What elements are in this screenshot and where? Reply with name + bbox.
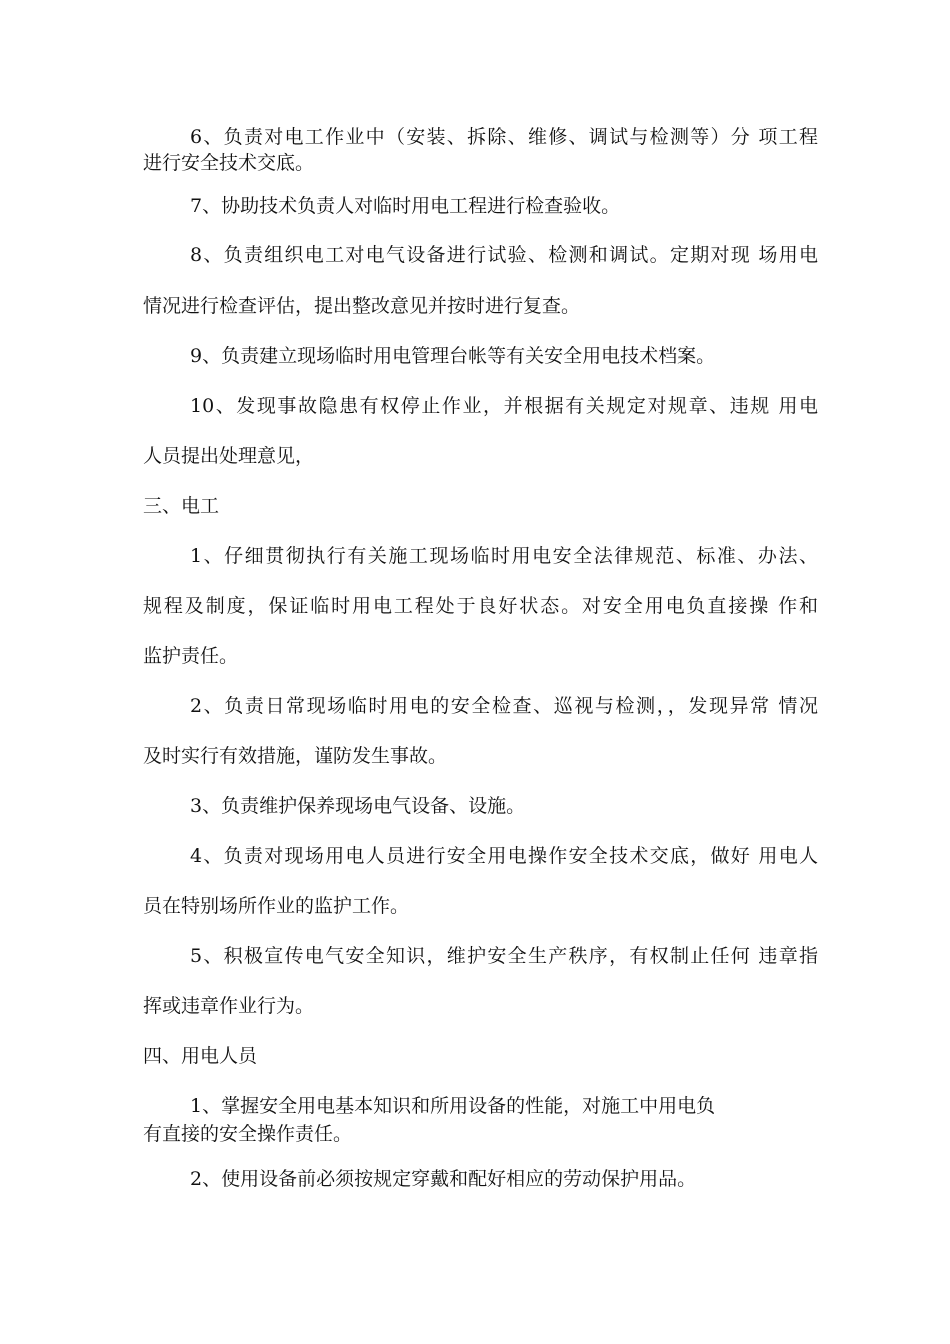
section-heading: 三、电工 (143, 495, 220, 517)
paragraph-line: 4、负责对现场用电人员进行安全用电操作安全技术交底，做好 用电人 (190, 845, 818, 867)
paragraph-line: 5、积极宣传电气安全知识，维护安全生产秩序，有权制止任何 违章指 (190, 945, 818, 967)
paragraph-line: 1、掌握安全用电基本知识和所用设备的性能，对施工中用电负 (190, 1095, 716, 1117)
paragraph-line: 进行安全技术交底。 (143, 152, 315, 174)
paragraph-line: 有直接的安全操作责任。 (143, 1123, 353, 1145)
paragraph-line: 7、协助技术负责人对临时用电工程进行检查验收。 (190, 195, 621, 217)
paragraph-line: 2、负责日常现场临时用电的安全检查、巡视与检测，，发现异常 情况 (190, 695, 818, 717)
paragraph-line: 1、仔细贯彻执行有关施工现场临时用电安全法律规范、标准、办法、 (190, 545, 818, 567)
paragraph-line: 员在特别场所作业的监护工作。 (143, 895, 410, 917)
paragraph-line: 情况进行检查评估，提出整改意见并按时进行复查。 (143, 295, 581, 317)
paragraph-line: 9、负责建立现场临时用电管理台帐等有关安全用电技术档案。 (190, 345, 716, 367)
section-heading: 四、用电人员 (143, 1045, 258, 1067)
paragraph-line: 6、负责对电工作业中（安装、拆除、维修、调试与检测等）分 项工程 (190, 126, 818, 148)
paragraph-line: 规程及制度，保证临时用电工程处于良好状态。对安全用电负直接操 作和 (143, 595, 818, 617)
paragraph-line: 8、负责组织电工对电气设备进行试验、检测和调试。定期对现 场用电 (190, 244, 818, 266)
paragraph-line: 人员提出处理意见， (143, 445, 315, 467)
paragraph-line: 监护责任。 (143, 645, 239, 667)
paragraph-line: 10、发现事故隐患有权停止作业，并根据有关规定对规章、违规 用电 (190, 395, 818, 417)
paragraph-line: 2、使用设备前必须按规定穿戴和配好相应的劳动保护用品。 (190, 1168, 697, 1190)
paragraph-line: 及时实行有效措施，谨防发生事故。 (143, 745, 448, 767)
paragraph-line: 3、负责维护保养现场电气设备、设施。 (190, 795, 526, 817)
paragraph-line: 挥或违章作业行为。 (143, 995, 315, 1017)
